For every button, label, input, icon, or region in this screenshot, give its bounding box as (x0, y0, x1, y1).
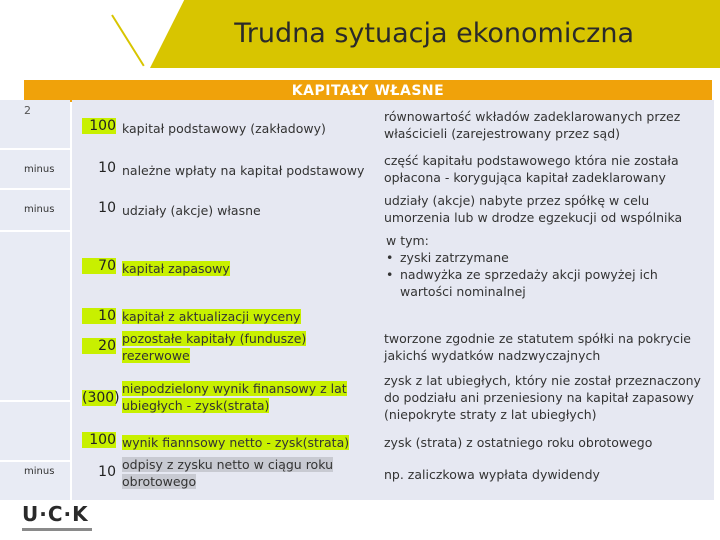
minus-marker: minus (24, 164, 55, 175)
minus-marker: minus (24, 466, 55, 477)
university-logo (22, 500, 122, 540)
row-name: niepodzielony wynik finansowy z lat ubiegłych - zysk(strata) (122, 381, 347, 413)
row-name: należne wpłaty na kapitał podstawowy (122, 163, 365, 178)
row-desc-head: w tym: (386, 233, 429, 248)
row-desc (384, 232, 708, 300)
row-desc: np. zaliczkowa wypłata dywidendy (384, 467, 600, 482)
row-name: kapitał podstawowy (zakładowy) (122, 121, 326, 136)
row-value: 100 (82, 118, 116, 134)
row-name: kapitał z aktualizacji wyceny (122, 309, 301, 324)
row-desc: udziały (akcje) nabyte przez spółkę w celu umorzenia lub w drodze egzekucji od wspólnika (384, 193, 683, 225)
row-desc: zysk z lat ubiegłych, który nie został przeznaczony do podziału ani przeniesiony na kapitał zapasowy (niepokryte straty z lat ubiegłych) (384, 373, 701, 422)
row-value: 10 (82, 308, 116, 324)
row-desc: tworzone zgodnie ze statutem spółki na pokrycie jakichś wydatków nadzwyczajnych (384, 331, 691, 363)
row-value: 10 (98, 200, 116, 216)
page-title: Trudna sytuacja ekonomiczna (234, 18, 634, 49)
logo-text: U·C·K (22, 502, 89, 526)
row-value: 10 (98, 464, 116, 480)
row-name: odpisy z zysku netto w ciągu roku obrotowego (122, 457, 333, 489)
slide-marker: 2 (24, 104, 31, 117)
header-accent-line (111, 14, 144, 66)
row-desc: część kapitału podstawowego która nie została opłacona - korygująca kapitał zadeklarowany (384, 153, 679, 185)
row-desc: równowartość wkładów zadeklarowanych przez właścicieli (zarejestrowany przez sąd) (384, 109, 681, 141)
header (0, 0, 720, 75)
row-value: 20 (82, 338, 116, 354)
row-name: pozostałe kapitały (fundusze) rezerwowe (122, 331, 307, 363)
logo-underline (22, 528, 92, 531)
minus-marker: minus (24, 204, 55, 215)
section-banner: KAPITAŁY WŁASNE (24, 80, 712, 102)
row-name: udziały (akcje) własne (122, 203, 261, 218)
row-value: 70 (82, 258, 116, 274)
left-strip (0, 100, 70, 500)
row-desc: zysk (strata) z ostatniego roku obrotowego (384, 435, 653, 450)
row-value: 10 (98, 160, 116, 176)
row-desc-item: • zyski zatrzymane (400, 249, 708, 266)
row-value: (300) (82, 390, 120, 406)
row-desc-item: • nadwyżka ze sprzedaży akcji powyżej ich wartości nominalnej (400, 266, 708, 300)
row-value: 100 (82, 432, 116, 448)
row-name: kapitał zapasowy (122, 261, 230, 276)
row-name: wynik fiannsowy netto - zysk(strata) (122, 435, 350, 450)
